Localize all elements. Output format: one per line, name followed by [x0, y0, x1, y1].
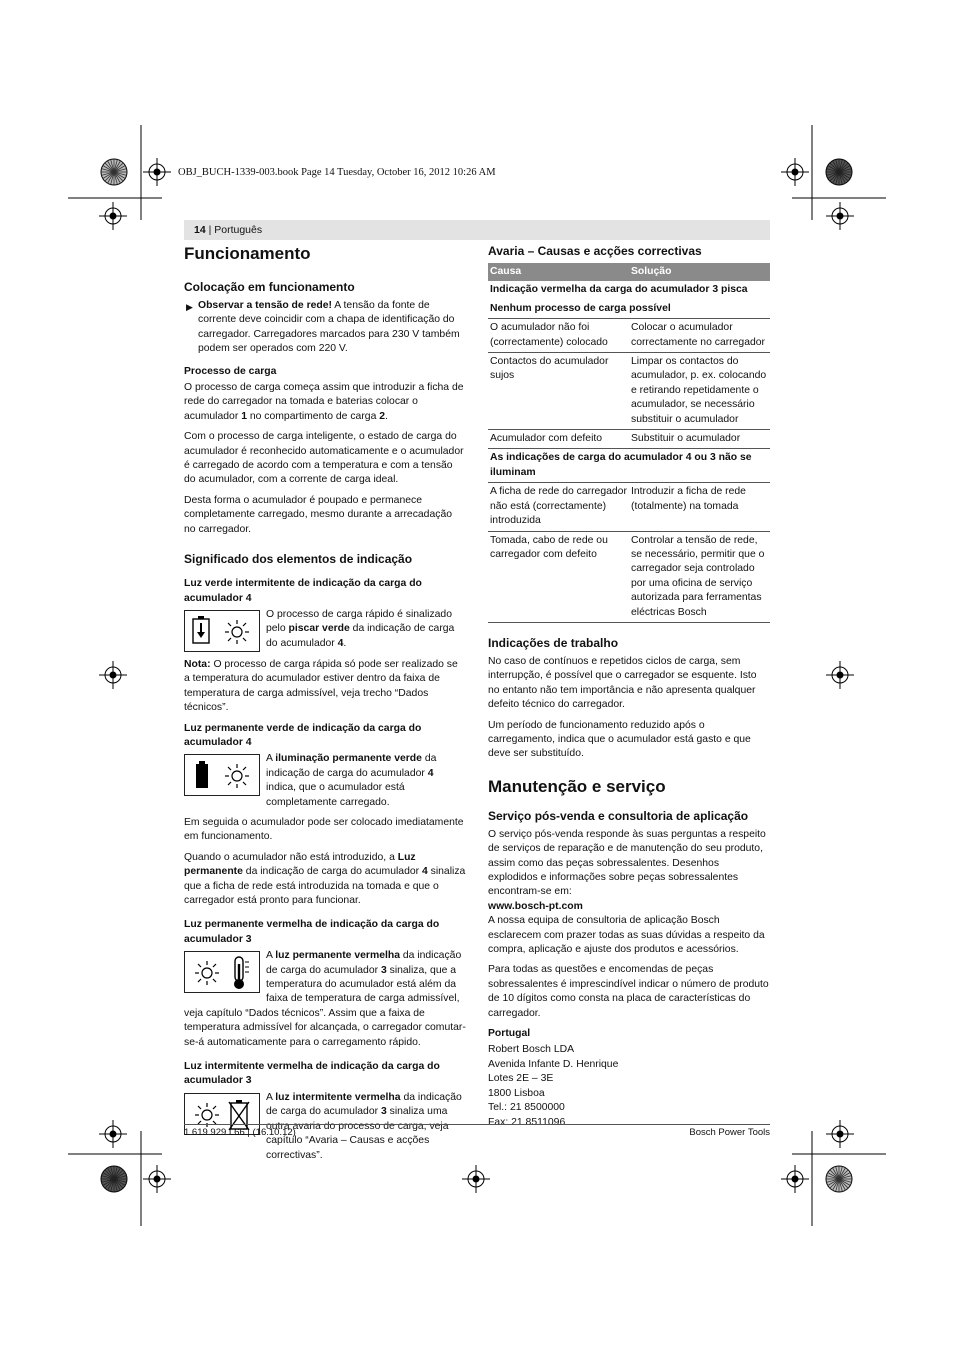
heading-indicacoes-trabalho: Indicações de trabalho: [488, 635, 619, 650]
table-cell-solucao: Introduzir a ficha de rede (totalmente) na tomada: [629, 483, 770, 531]
registration-mark: [781, 1165, 809, 1193]
address-line: Fax: 21 8511096: [488, 1116, 566, 1128]
color-wheel-mark: [101, 1166, 127, 1192]
col-header-causa: Causa: [488, 263, 629, 281]
table-row: [488, 430, 770, 449]
heading-servico: Serviço pós-venda e consultoria de aplicação: [488, 808, 749, 823]
red-blink-text: A luz intermitente vermelha da indicação de carga do acumulador 3 sinaliza uma outra avaria do processo de carga, veja capítulo “Avaria – Causas e acções correctivas”.: [266, 1091, 462, 1161]
paragraph-no-battery: Quando o acumulador não está introduzido, a Luz permanente da indicação de carga do acumulador 4 sinaliza que a ficha de rede está introduzida na tomada e que o carregador está pronto para funcionar.: [184, 851, 466, 906]
charger-blink-icon: [184, 610, 260, 652]
address-block: [488, 1043, 770, 1129]
table-cell-causa: Acumulador com defeito: [488, 430, 629, 449]
footer-doc-number: 1 619 929 L66 | (16.10.12): [184, 1127, 296, 1138]
heading-green-blink: Luz verde intermitente de indicação da carga do acumulador 4: [184, 578, 422, 604]
bullet-text: A tensão da fonte de corrente deve coincidir com a chapa de identificação do carregador. Carregadores marcados para 230 V também podem ser operados com 220 V.: [198, 300, 460, 355]
header-separator: |: [205, 224, 215, 236]
registration-mark: [143, 1165, 171, 1193]
header-language: Português: [214, 224, 263, 236]
registration-mark: [99, 202, 127, 230]
address-line: Lotes 2E – 3E: [488, 1073, 554, 1085]
book-info-line: OBJ_BUCH-1339-003.book Page 14 Tuesday, October 16, 2012 10:26 AM: [178, 167, 496, 178]
table-cell-causa: Contactos do acumulador sujos: [488, 353, 629, 430]
paragraph-smart-charge: Com o processo de carga inteligente, o estado de carga do acumulador é reconhecido automaticamente e o acumulador é carregado de acordo com a temperatura e com a tensão do acumulador, com a corrente de carga ideal.: [184, 431, 464, 486]
registration-mark: [99, 1120, 127, 1148]
heading-red-steady: Luz permanente vermelha de indicação da carga do acumulador 3: [184, 919, 440, 945]
registration-mark: [826, 661, 854, 689]
color-wheel-mark: [826, 1166, 852, 1192]
battery-steady-icon: [184, 754, 260, 796]
registration-mark: [826, 1120, 854, 1148]
paragraph-use-immediately: Em seguida o acumulador pode ser colocado imediatamente em funcionamento.: [184, 816, 464, 843]
table-cell-solucao: Substituir o acumulador: [629, 430, 770, 449]
heading-avaria: Avaria – Causas e acções correctivas: [488, 244, 702, 258]
color-wheel-mark: [826, 159, 852, 185]
address-line: Robert Bosch LDA: [488, 1044, 575, 1056]
footer-brand: Bosch Power Tools: [689, 1127, 770, 1138]
service-url-link[interactable]: www.bosch-pt.com: [488, 900, 583, 912]
paragraph-service-3: Para todas as questões e encomendas de peças sobressalentes é imprescindível indicar o número de produto de 10 dígitos como consta na placa de características do carregador.: [488, 964, 769, 1019]
country-heading: Portugal: [488, 1028, 531, 1040]
table-section-title: Nenhum processo de carga possível: [490, 302, 671, 314]
page-number: 14: [194, 224, 206, 236]
paragraph-battery-saved: Desta forma o acumulador é poupado e permanece completamente carregado, mesmo durante a arrecadação no carregador.: [184, 494, 452, 535]
bullet-bold: Observar a tensão de rede!: [198, 300, 332, 311]
table-row: [488, 531, 770, 622]
section-title-funcionamento: Funcionamento: [184, 244, 311, 263]
paragraph-service-1: O serviço pós-venda responde às suas perguntas a respeito de serviços de reparação e de manutenção do seu produto, assim como das peças sobressalentes. Desenhos explodidos e informações sobre peças sobressalentes encontram-se em:: [488, 828, 766, 898]
table-row: [488, 353, 770, 430]
heading-red-blink: Luz intermitente vermelha de indicação da carga do acumulador 3: [184, 1061, 440, 1087]
heading-processo: Processo de carga: [184, 365, 277, 377]
registration-mark: [462, 1165, 490, 1193]
note-paragraph: Nota: O processo de carga rápida só pode ser realizado se a temperatura do acumulador estiver dentro da faixa de temperatura de carga admissível, veja trecho “Dados técnicos”.: [184, 658, 458, 714]
green-steady-text: A iluminação permanente verde da indicação de carga do acumulador 4 indica, que o acumulador está completamente carregado.: [266, 753, 437, 808]
table-row: [488, 483, 770, 531]
address-line: Tel.: 21 8500000: [488, 1102, 565, 1114]
paragraph-service-2: A nossa equipa de consultoria de aplicação Bosch esclarecem com prazer todas as suas dúvidas a respeito da compra, aplicação e ajuste dos produtos e acessórios.: [488, 915, 765, 956]
registration-mark: [143, 158, 171, 186]
paragraph-charge-start: O processo de carga começa assim que introduzir a ficha de rede do carregador na tomada e baterias colocar o acumulador 1 no compartimento de carga 2.: [184, 382, 464, 422]
right-column: [488, 243, 770, 1130]
heading-colocacao: Colocação em funcionamento: [184, 280, 355, 294]
registration-mark: [781, 158, 809, 186]
paragraph-red-steady-cont: veja capítulo “Dados técnicos”. Assim que a faixa de temperatura admissível for alcançada, o carregador comutar-se-á automaticamente para o carregamento rápido.: [184, 1007, 466, 1048]
registration-mark: [99, 661, 127, 689]
table-section-title: As indicações de carga do acumulador 4 ou 3 não se iluminam: [488, 449, 770, 483]
col-header-solucao: Solução: [629, 263, 770, 281]
section-title-manutencao: Manutenção e serviço: [488, 776, 666, 796]
table-cell-causa: Tomada, cabo de rede ou carregador com defeito: [488, 531, 629, 622]
troubleshooting-table: [488, 263, 770, 623]
green-steady-row: [184, 752, 466, 810]
paragraph-work-1: No caso de contínuos e repetidos ciclos de carga, sem interrupção, é possível que o carregador se esquente. Isto no entanto não tem importância e não apresenta qualquer defeito técnico do carregador.: [488, 655, 757, 711]
address-line: 1800 Lisboa: [488, 1087, 545, 1099]
heading-significado: Significado dos elementos de indicação: [184, 552, 413, 567]
red-steady-row: [184, 949, 466, 1007]
left-column: [184, 243, 466, 1169]
triangle-bullet-icon: ▶: [186, 302, 193, 312]
table-cell-causa: A ficha de rede do carregador não está (correctamente) introduzida: [488, 483, 629, 531]
table-cell-causa: O acumulador não foi (correctamente) colocado: [488, 319, 629, 353]
green-blink-row: [184, 608, 466, 652]
table-section-title: Indicação vermelha da carga do acumulador 3 pisca: [490, 284, 748, 296]
heading-green-steady: Luz permanente verde de indicação da carga do acumulador 4: [184, 722, 422, 748]
page-header: [194, 223, 262, 237]
bullet-voltage: [184, 299, 466, 357]
footer-rule: [184, 1124, 770, 1125]
red-steady-text: A luz permanente vermelha da indicação de carga do acumulador 3 sinaliza, que a temperatura do acumulador está além da faixa de temperatura de carga admissível,: [266, 950, 462, 1005]
table-row: [488, 319, 770, 353]
page-header-bar: [184, 220, 770, 240]
green-blink-text: O processo de carga rápido é sinalizado pelo piscar verde da indicação de carga do acumulador 4.: [266, 608, 455, 649]
table-cell-solucao: Controlar a tensão de rede, se necessário, permitir que o carregador seja controlado por uma oficina de serviço autorizada para ferramentas eléctricas Bosch: [629, 531, 770, 622]
paragraph-work-2: Um período de funcionamento reduzido após o carregamento, indica que o acumulador está gasto e que deve ser substituído.: [488, 719, 751, 760]
table-cell-solucao: Colocar o acumulador correctamente no carregador: [629, 319, 770, 353]
color-wheel-mark: [101, 159, 127, 185]
table-cell-solucao: Limpar os contactos do acumulador, p. ex. colocando e retirando repetidamente o acumulador, se necessário substituir o acumulador: [629, 353, 770, 430]
temperature-icon: [184, 951, 260, 993]
address-line: Avenida Infante D. Henrique: [488, 1058, 619, 1070]
registration-mark: [826, 202, 854, 230]
